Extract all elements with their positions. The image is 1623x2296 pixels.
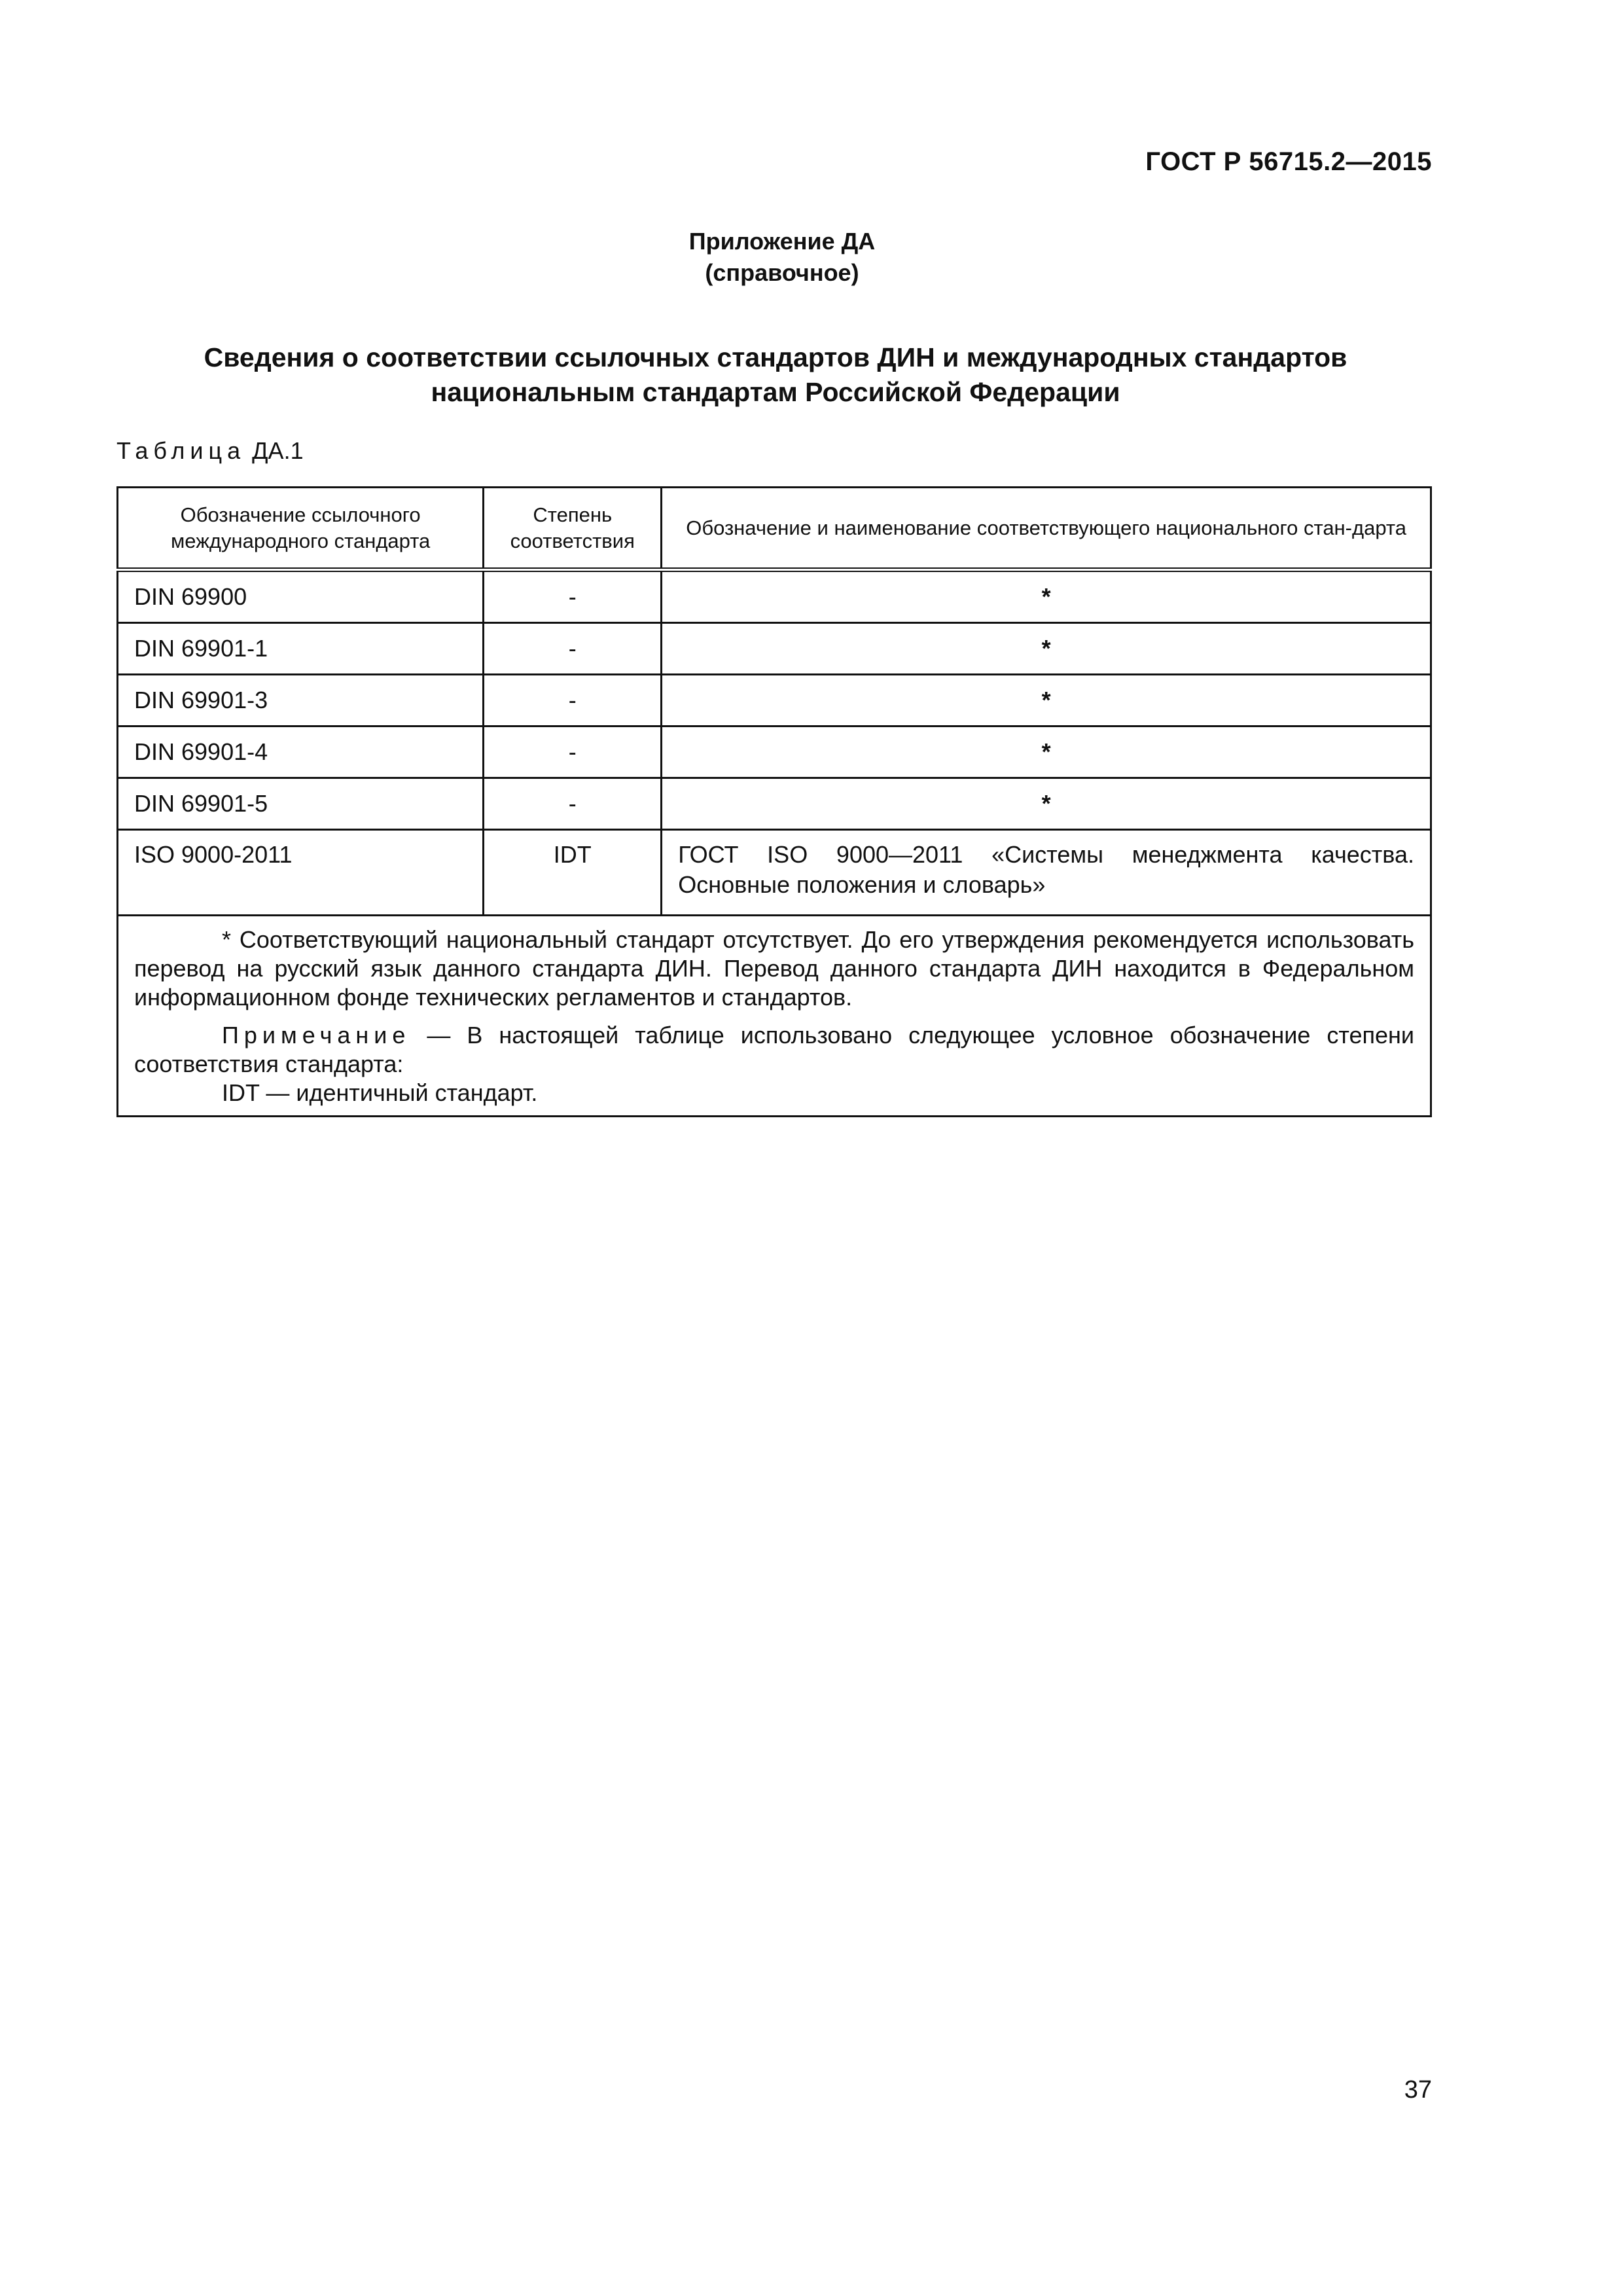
cell-designation: DIN 69901-3 [118,675,484,726]
cell-designation: DIN 69901-1 [118,623,484,675]
cell-degree: - [484,623,662,675]
table-row [118,778,1431,830]
note-text: — В настоящей таблице использовано следующее условное обозначение степени соответствия стандарта: [134,1022,1414,1077]
note-item: IDT — идентичный стандарт. [222,1079,538,1106]
cell-designation: DIN 69900 [118,570,484,623]
cell-national-standard: * [662,570,1431,623]
table-row [118,623,1431,675]
section-title-line2: национальным стандартам Российской Федерации [431,377,1120,407]
cell-designation: ISO 9000-2011 [118,830,484,916]
header-national-standard: Обозначение и наименование соответствующего национального стан-дарта [662,488,1431,570]
table-notes [118,916,1431,1117]
table-label-word: Таблица [116,437,246,464]
table-header-row [118,488,1431,570]
section-title-line1: Сведения о соответствии ссылочных стандартов ДИН и международных стандартов [204,342,1347,372]
cell-designation: DIN 69901-5 [118,778,484,830]
document-code: ГОСТ Р 56715.2—2015 [1145,147,1432,176]
conformity-table [116,486,1432,1117]
cell-national-standard: * [662,623,1431,675]
page-number: 37 [1404,2076,1432,2104]
cell-national-standard: * [662,675,1431,726]
header-degree: Степень соответствия [484,488,662,570]
cell-national-standard: ГОСТ ISO 9000—2011 «Системы менеджмента качества. Основные положения и словарь» [662,830,1431,916]
table-notes-row [118,916,1431,1117]
note-label: Примечание [222,1022,411,1049]
cell-degree: - [484,675,662,726]
footnote: * Соответствующий национальный стандарт отсутствует. До его утверждения рекомендуется использовать перевод на русский язык данного стандарта ДИН. Перевод данного стандарта ДИН находится в Федеральном информационном фонде технических регламентов и стандартов. [134,926,1414,1011]
table-label-number: ДА.1 [252,437,304,464]
cell-national-standard: * [662,778,1431,830]
cell-national-standard: * [662,726,1431,778]
cell-degree: - [484,726,662,778]
note [134,1021,1414,1079]
table-row [118,675,1431,726]
header-designation: Обозначение ссылочного международного стандарта [118,488,484,570]
section-title [118,340,1433,410]
table-row [118,570,1431,623]
annex-title: Приложение ДА [688,228,876,255]
annex-heading [0,226,1564,289]
table-row [118,830,1431,916]
cell-degree: IDT [484,830,662,916]
annex-subtitle: (справочное) [705,259,859,286]
cell-designation: DIN 69901-4 [118,726,484,778]
table-label [116,437,304,465]
cell-degree: - [484,778,662,830]
table-row [118,726,1431,778]
cell-degree: - [484,570,662,623]
